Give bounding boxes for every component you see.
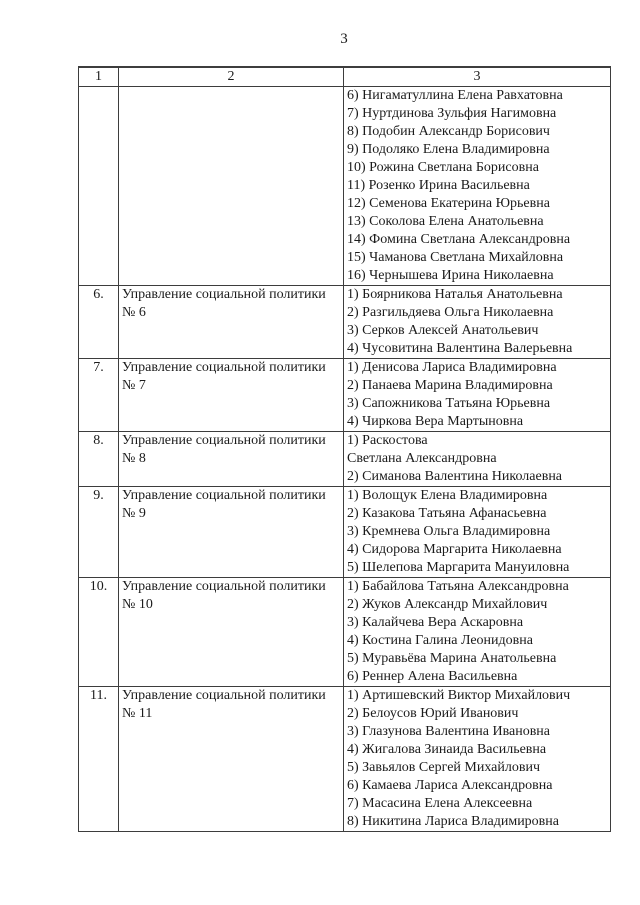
row-number-cell: 11. [79,687,119,832]
member-name-line: 1) Артишевский Виктор Михайлович [347,688,571,703]
department-name: Управление социальной политики [122,433,326,448]
member-name-line: 2) Симанова Валентина Николаевна [347,469,563,484]
department-cell [119,487,344,578]
member-name-line: 2) Казакова Татьяна Афанасьевна [347,506,547,521]
page-number: 3 [340,31,348,47]
department-name: Управление социальной политики [122,579,326,594]
members-cell [344,578,611,687]
row-number-cell [79,87,119,286]
member-name-line: 7) Масасина Елена Алексеевна [347,796,533,811]
column-header-2: 2 [119,67,344,87]
member-name-line: 5) Муравьёва Марина Анатольевна [347,651,557,666]
member-name-line: 1) Денисова Лариса Владимировна [347,360,557,375]
document-table [78,66,611,832]
member-name-line: 6) Камаева Лариса Александровна [347,778,553,793]
member-name-line: 8) Никитина Лариса Владимировна [347,814,559,829]
member-name-line: 4) Жигалова Зинаида Васильевна [347,742,547,757]
department-name: Управление социальной политики [122,360,326,375]
member-name-line: 3) Кремнева Ольга Владимировна [347,524,551,539]
column-header-3: 3 [344,67,611,87]
department-number: № 10 [122,597,153,612]
member-name-line: 3) Сапожникова Татьяна Юрьевна [347,396,551,411]
member-name-line: 1) Волощук Елена Владимировна [347,488,548,503]
member-name-line: 2) Белоусов Юрий Иванович [347,706,519,721]
table-row [79,286,611,359]
row-number-cell: 7. [79,359,119,432]
table-body [79,87,611,832]
member-name-line: 10) Рожина Светлана Борисовна [347,160,539,175]
department-number: № 7 [122,378,146,393]
members-cell [344,432,611,487]
member-name-line: 1) Бабайлова Татьяна Александровна [347,579,569,594]
row-number-cell: 9. [79,487,119,578]
member-name-line: 1) Боярникова Наталья Анатольевна [347,287,563,302]
member-name-line: 6) Нигаматуллина Елена Равхатовна [347,88,563,103]
table-row [79,687,611,832]
members-cell [344,687,611,832]
department-number: № 11 [122,706,153,721]
table-row [79,432,611,487]
table-header-row [79,67,611,87]
member-name-line: 5) Завьялов Сергей Михайлович [347,760,540,775]
member-name-line: 4) Чусовитина Валентина Валерьевна [347,341,573,356]
members-cell [344,87,611,286]
member-name-line: 2) Жуков Александр Михайлович [347,597,548,612]
member-name-line: 9) Подоляко Елена Владимировна [347,142,550,157]
department-cell [119,578,344,687]
department-name: Управление социальной политики [122,287,326,302]
table-row [79,87,611,286]
member-name-line: 4) Костина Галина Леонидовна [347,633,533,648]
member-name-line: 13) Соколова Елена Анатольевна [347,214,544,229]
members-cell [344,286,611,359]
members-cell [344,359,611,432]
department-cell [119,87,344,286]
member-name-line: 2) Разгильдяева Ольга Николаевна [347,305,554,320]
row-number-cell: 8. [79,432,119,487]
department-name: Управление социальной политики [122,488,326,503]
member-name-line: 3) Глазунова Валентина Ивановна [347,724,551,739]
member-name-line: 8) Подобин Александр Борисович [347,124,550,139]
member-name-line: 14) Фомина Светлана Александровна [347,232,571,247]
table-row [79,487,611,578]
department-number: № 8 [122,451,146,466]
department-cell [119,432,344,487]
department-name: Управление социальной политики [122,688,326,703]
members-cell [344,487,611,578]
department-cell [119,687,344,832]
member-name-line: 11) Розенко Ирина Васильевна [347,178,530,193]
row-number-cell: 6. [79,286,119,359]
department-number: № 9 [122,506,146,521]
member-name-line: 3) Серков Алексей Анатольевич [347,323,539,338]
member-name-line: 5) Шелепова Маргарита Мануиловна [347,560,570,575]
member-name-line: 4) Чиркова Вера Мартыновна [347,414,524,429]
member-name-line: 3) Калайчева Вера Аскаровна [347,615,524,630]
member-name-line: 16) Чернышева Ирина Николаевна [347,268,554,283]
row-number-cell: 10. [79,578,119,687]
member-name-line: 4) Сидорова Маргарита Николаевна [347,542,562,557]
department-cell [119,286,344,359]
member-name-line: Светлана Александровна [347,451,497,466]
department-cell [119,359,344,432]
table-row [79,578,611,687]
member-name-line: 6) Реннер Алена Васильевна [347,669,518,684]
member-name-line: 15) Чаманова Светлана Михайловна [347,250,564,265]
member-name-line: 12) Семенова Екатерина Юрьевна [347,196,550,211]
column-header-1: 1 [79,67,119,87]
table-row [79,359,611,432]
member-name-line: 1) Раскостова [347,433,428,448]
member-name-line: 7) Нуртдинова Зульфия Нагимовна [347,106,557,121]
member-name-line: 2) Панаева Марина Владимировна [347,378,553,393]
department-number: № 6 [122,305,146,320]
